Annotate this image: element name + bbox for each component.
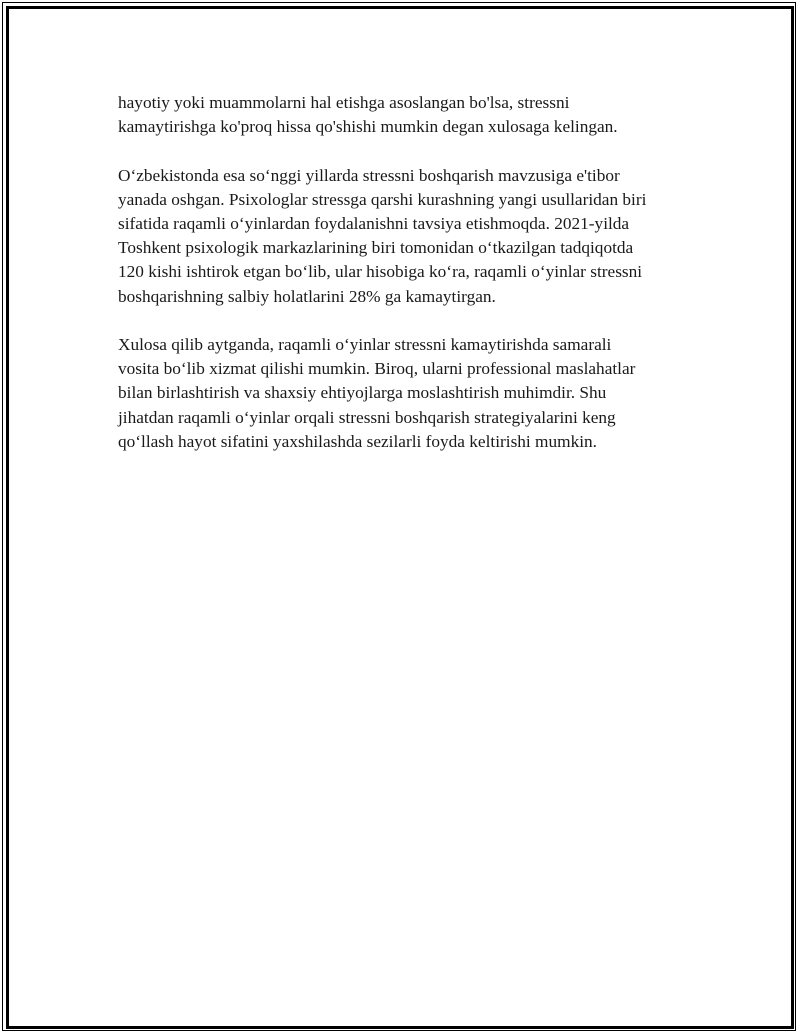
paragraph-conclusion-prior: hayotiy yoki muammolarni hal etishga asoslangan bo'lsa, stressni kamaytirishga ko'proq hissa qo'shishi mumkin degan xulosaga kelingan. — [118, 93, 618, 137]
paragraph-summary: Xulosa qilib aytganda, raqamli o‘yinlar stressni kamaytirishda samarali vosita bo‘lib xizmat qilishi mumkin. Biroq, ularni professional maslahatlar bilan birlashtirish va shaxsiy ehtiyojlarga moslashtirish muhimdir. Shu jihatdan raqamli o‘yinlar orqali stressni boshqarish strategiyalarini keng qo‘llash hayot sifatini yaxshilashda sezilarli foyda keltirishi mumkin. — [118, 335, 636, 451]
paragraph-uzbekistan-research: O‘zbekistonda esa so‘nggi yillarda stressni boshqarish mavzusiga e'tibor yanada oshgan. Psixologlar stressga qarshi kurashning yangi usullaridan biri sifatida raqamli o‘yinlardan foydalanishni tavsiya etishmoqda. 2021-yilda Toshkent psixologik markazlarining biri tomonidan o‘tkazilgan tadqiqotda 120 kishi ishtirok etgan bo‘lib, ular hisobiga ko‘ra, raqamli o‘yinlar stressni boshqarishning salbiy holatlarini 28% ga kamaytirgan. — [118, 165, 647, 306]
document-body — [118, 91, 688, 478]
